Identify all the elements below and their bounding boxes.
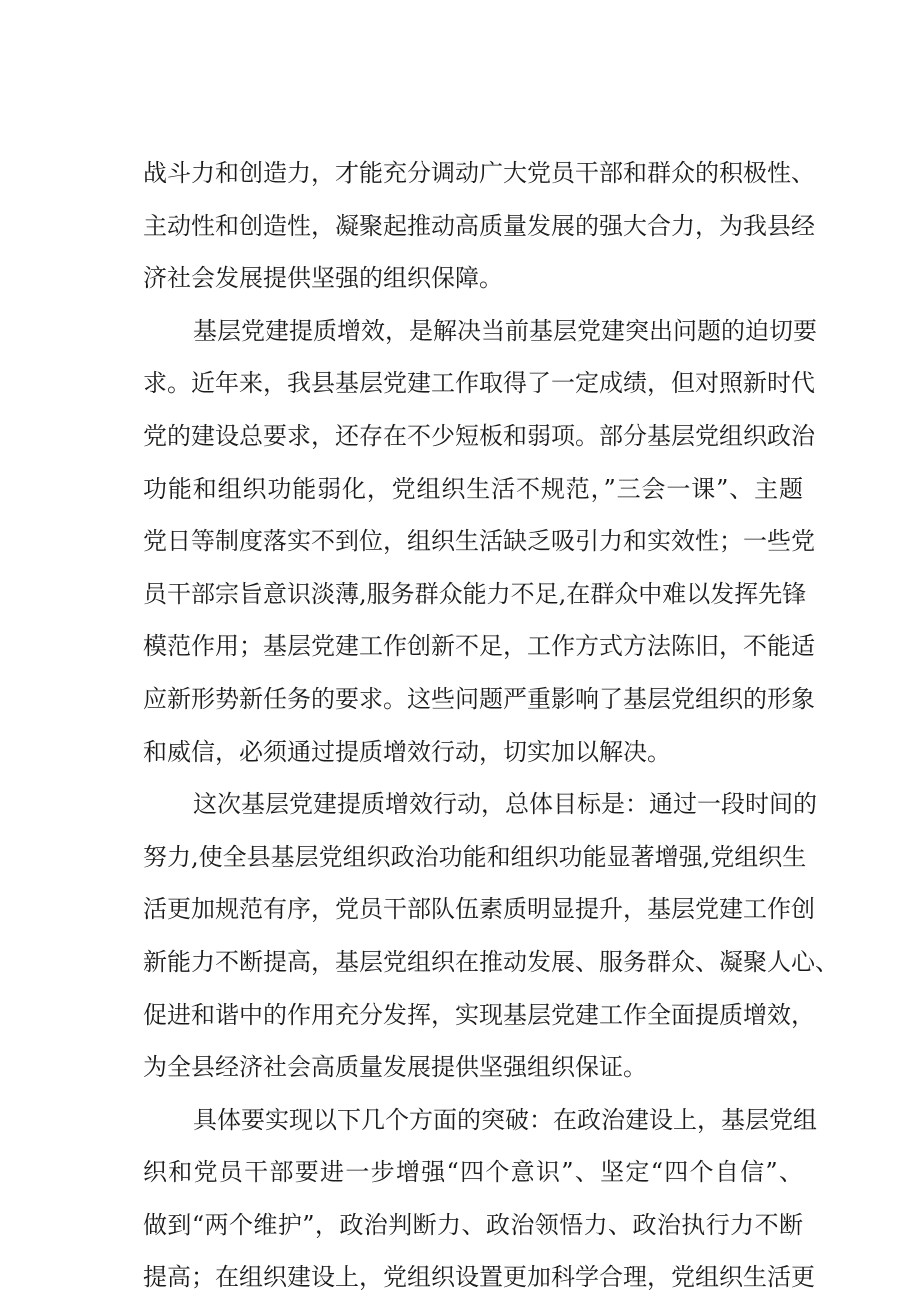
paragraph bbox=[143, 147, 815, 305]
text-line: 党日等制度落实不到位，组织生活缺乏吸引力和实效性；一些党 bbox=[143, 527, 815, 556]
document-body bbox=[143, 147, 839, 1304]
text-line: 主动性和创造性，凝聚起推动高质量发展的强大合力，为我县经 bbox=[143, 211, 815, 240]
text-line: 功能和组织功能弱化，党组织生活不规范，”三会一课”、主题 bbox=[143, 474, 803, 503]
text-line: 战斗力和创造力，才能充分调动广大党员干部和群众的积极性、 bbox=[143, 159, 815, 187]
paragraph bbox=[143, 305, 817, 778]
text-line: 努力,使全县基层党组织政治功能和组织功能显著增强,党组织生 bbox=[143, 842, 807, 871]
text-line: 模范作用；基层党建工作创新不足，工作方式方法陈旧，不能适 bbox=[143, 632, 815, 661]
text-line: 为全县经济社会高质量发展提供坚强组织保证。 bbox=[143, 1053, 647, 1082]
text-line: 党的建设总要求，还存在不少短板和弱项。部分基层党组织政治 bbox=[143, 421, 815, 450]
text-line: 活更加规范有序，党员干部队伍素质明显提升，基层党建工作创 bbox=[143, 895, 815, 924]
text-line: 促进和谐中的作用充分发挥，实现基层党建工作全面提质增效， bbox=[143, 1000, 815, 1029]
text-line: 具体要实现以下几个方面的突破：在政治建设上，基层党组 bbox=[193, 1105, 817, 1134]
text-line: 员干部宗旨意识淡薄,服务群众能力不足,在群众中难以发挥先锋 bbox=[143, 579, 807, 608]
text-line: 织和党员干部要进一步增强“四个意识”、坚定“四个自信”、 bbox=[143, 1158, 803, 1187]
paragraph bbox=[143, 778, 839, 1094]
text-line: 应新形势新任务的要求。这些问题严重影响了基层党组织的形象 bbox=[143, 684, 815, 713]
text-line: 提高；在组织建设上，党组织设置更加科学合理，党组织生活更 bbox=[143, 1263, 815, 1292]
text-line: 做到“两个维护”，政治判断力、政治领悟力、政治执行力不断 bbox=[143, 1210, 803, 1239]
text-line: 济社会发展提供坚强的组织保障。 bbox=[143, 264, 503, 293]
text-line: 基层党建提质增效，是解决当前基层党建突出问题的迫切要 bbox=[193, 316, 817, 345]
paragraph bbox=[143, 1094, 817, 1304]
text-line: 新能力不断提高，基层党组织在推动发展、服务群众、凝聚人心、 bbox=[143, 947, 839, 976]
text-line: 这次基层党建提质增效行动，总体目标是：通过一段时间的 bbox=[193, 790, 817, 819]
text-line: 和威信，必须通过提质增效行动，切实加以解决。 bbox=[143, 737, 671, 766]
text-line: 求。近年来，我县基层党建工作取得了一定成绩，但对照新时代 bbox=[143, 369, 815, 398]
